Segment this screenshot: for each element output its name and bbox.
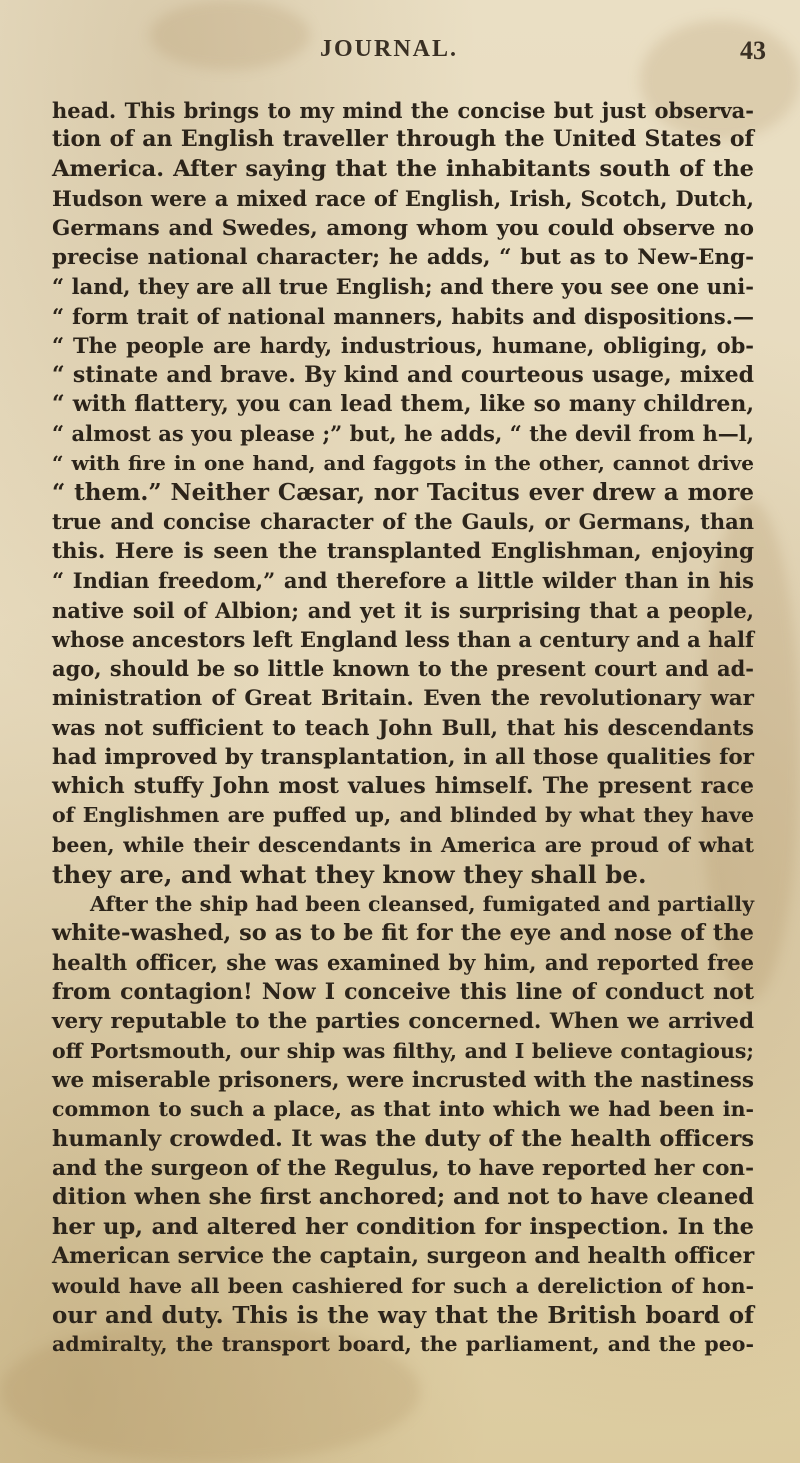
text-line: was not sufficient to teach John Bull, that his descendants xyxy=(52,715,754,741)
text-line: true and concise character of the Gauls, or Germans, than xyxy=(52,509,754,535)
text-line: very reputable to the parties concerned. When we arrived xyxy=(52,1009,754,1035)
text-line: “ The people are hardy, industrious, humane, obliging, ob- xyxy=(52,333,754,359)
text-line: “ land, they are all true English; and there you see one uni- xyxy=(52,274,754,300)
text-line: ago, should be so little known to the present court and ad- xyxy=(52,656,754,682)
text-line: tion of an English traveller through the United States of xyxy=(52,126,754,153)
text-line: “ them.” Neither Cæsar, nor Tacitus ever drew a more xyxy=(52,479,754,507)
text-line: dition when she first anchored; and not to have cleaned xyxy=(52,1184,755,1211)
running-title: JOURNAL. xyxy=(320,36,459,62)
text-line: health officer, she was examined by him, and reported free xyxy=(52,950,754,976)
text-line: our and duty. This is the way that the British board of xyxy=(52,1302,754,1330)
page-header xyxy=(0,36,800,76)
text-line: had improved by transplantation, in all those qualities for xyxy=(52,744,754,770)
text-line: Hudson were a mixed race of English, Irish, Scotch, Dutch, xyxy=(52,186,754,212)
text-line: common to such a place, as that into which we had been in- xyxy=(52,1097,754,1122)
text-line: “ Indian freedom,” and therefore a little wilder than in his xyxy=(52,568,754,594)
text-line: precise national character; he adds, “ but as to New-Eng- xyxy=(52,244,754,270)
text-line: “ stinate and brave. By kind and courteous usage, mixed xyxy=(52,361,754,388)
text-line: of Englishmen are puffed up, and blinded by what they have xyxy=(52,803,754,828)
text-line: her up, and altered her condition for inspection. In the xyxy=(52,1213,754,1240)
text-line: they are, and what they know they shall be. xyxy=(52,860,647,890)
text-line: off Portsmouth, our ship was filthy, and I believe contagious; xyxy=(52,1038,754,1063)
text-line: head. This brings to my mind the concise but just observa- xyxy=(52,98,754,123)
text-line: After the ship had been cleansed, fumigated and partially xyxy=(90,891,754,916)
text-line: this. Here is seen the transplanted Englishman, enjoying xyxy=(52,538,754,564)
body-text xyxy=(52,96,754,1360)
text-line: would have all been cashiered for such a dereliction of hon- xyxy=(52,1273,754,1298)
text-line: been, while their descendants in America are proud of what xyxy=(52,832,754,857)
text-line: we miserable prisoners, were incrusted with the nastiness xyxy=(52,1067,754,1093)
text-line: ministration of Great Britain. Even the revolutionary war xyxy=(52,685,754,711)
text-line: from contagion! Now I conceive this line of conduct not xyxy=(52,978,754,1005)
text-line: “ form trait of national manners, habits and dispositions.— xyxy=(52,303,754,329)
text-line: America. After saying that the inhabitants south of the xyxy=(52,155,754,182)
text-line: humanly crowded. It was the duty of the health officers xyxy=(52,1125,754,1152)
text-line: which stuffy John most values himself. The present race xyxy=(52,772,754,799)
page-number: 43 xyxy=(740,36,766,65)
text-line: and the surgeon of the Regulus, to have reported her con- xyxy=(52,1156,754,1182)
text-line: “ almost as you please ;” but, he adds, “ the devil from h—l, xyxy=(52,421,754,447)
text-line: “ with fire in one hand, and faggots in the other, cannot drive xyxy=(52,450,754,475)
text-line: native soil of Albion; and yet it is surprising that a people, xyxy=(52,597,754,623)
text-line: “ with flattery, you can lead them, like so many children, xyxy=(52,390,754,417)
text-line: admiralty, the transport board, the parliament, and the peo- xyxy=(52,1332,754,1357)
text-line: whose ancestors left England less than a century and a half xyxy=(52,627,754,653)
text-line: Germans and Swedes, among whom you could observe no xyxy=(52,215,754,241)
text-line: white-washed, so as to be fit for the eye and nose of the xyxy=(52,919,754,946)
text-line: American service the captain, surgeon and health officer xyxy=(52,1243,755,1270)
